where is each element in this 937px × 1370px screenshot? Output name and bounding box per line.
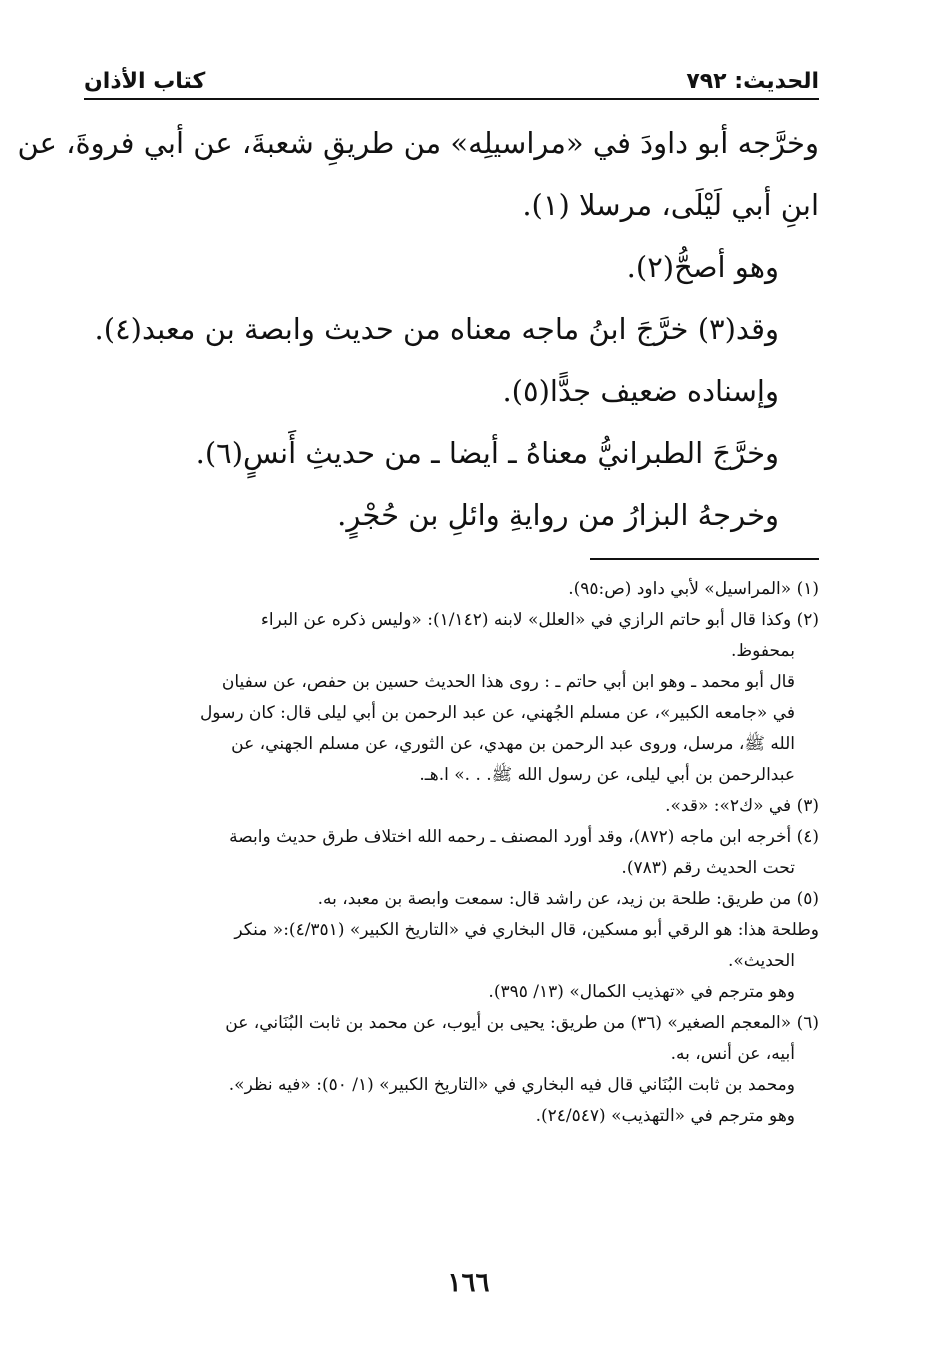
footnote-line: (٦) «المعجم الصغير» (٣٦) من طريق: يحيى بن أيوب، عن محمد بن ثابت البُنَاني، عن: [225, 1013, 819, 1033]
page-number: ١٦٦: [447, 1268, 490, 1298]
main-text-line: وخرجهُ البزارُ من روايةِ وائلِ بن حُجْرٍ.: [337, 498, 779, 532]
footnote-line: بمحفوظ.: [730, 641, 795, 661]
footnote-line: وهو مترجم في «التهذيب» (٢٤/٥٤٧).: [535, 1106, 795, 1126]
footnote-line: قال أبو محمد ـ وهو ابن أبي حاتم ـ : روى هذا الحديث حسين بن حفص، عن سفيان: [221, 672, 795, 692]
footnote-line: (٥) من طريق: طلحة بن زيد، عن راشد قال: سمعت وابصة بن معبد، به.: [317, 889, 819, 909]
footnote-line: وهو مترجم في «تهذيب الكمال» (١٣/ ٣٩٥).: [488, 982, 795, 1002]
running-header: [84, 58, 819, 94]
footnotes: [88, 574, 819, 1132]
footnote-line: (١) «المراسيل» لأبي داود (ص:٩٥).: [568, 579, 819, 599]
footnote-line: تحت الحديث رقم (٧٨٣).: [621, 858, 795, 878]
footnote-line: في «جامعه الكبير»، عن مسلم الجُهني، عن عبد الرحمن بن أبي ليلى قال: كان رسول: [199, 703, 795, 723]
footnote-line: الحديث».: [727, 951, 795, 971]
main-text-line: وإسناده ضعيف جدًّا(٥).: [502, 374, 779, 408]
footnote-line: (٣) في «ك٢»: «قد».: [665, 796, 819, 816]
chapter-title: كتاب الأذان: [84, 69, 206, 94]
hadith-number-label: الحديث: ٧٩٢: [686, 69, 819, 94]
footnote-line: عبدالرحمن بن أبي ليلى، عن رسول الله ﷺ. . .» ا.هـ.: [419, 765, 795, 785]
footnote-separator: [590, 558, 819, 560]
footnote-line: (٤) أخرجه ابن ماجه (٨٧٢)، وقد أورد المصنف ـ رحمه الله اختلاف طرق حديث وابصة: [229, 827, 819, 847]
footnote-line: الله ﷺ، مرسل، وروى عبد الرحمن بن مهدي، عن الثوري، عن مسلم الجهني، عن: [231, 734, 795, 754]
footnote-line: (٢) وكذا قال أبو حاتم الرازي في «العلل» لابنه (١/١٤٢): «وليس ذكره عن البراء: [260, 610, 819, 630]
main-text: [17, 112, 819, 546]
main-text-line: وخرَّجه أبو داودَ في «مراسيلِه» من طريقِ شعبةَ، عن أبي فروةَ، عن: [17, 126, 819, 160]
header-rule: [84, 98, 819, 100]
main-text-line: وخرَّجَ الطبرانيُّ معناهُ ـ أيضا ـ من حديثِ أَنسٍ(٦).: [195, 436, 779, 470]
main-text-line: ابنِ أبي لَيْلَى، مرسلا (١).: [522, 188, 819, 222]
footnote-line: ومحمد بن ثابت البُنَاني قال فيه البخاري في «التاريخ الكبير» (١/ ٥٠): «فيه نظر».: [228, 1075, 795, 1095]
footnote-line: أبيه، عن أنس، به.: [670, 1044, 795, 1064]
footnote-line: وطلحة هذا: هو الرقي أبو مسكين، قال البخاري في «التاريخ الكبير» (٤/٣٥١):« منكر: [234, 920, 819, 940]
main-text-line: وهو أصحُّ(٢).: [626, 250, 779, 284]
main-text-line: وقد(٣) خرَّجَ ابنُ ماجه معناه من حديث وابصة بن معبد(٤).: [94, 312, 779, 346]
